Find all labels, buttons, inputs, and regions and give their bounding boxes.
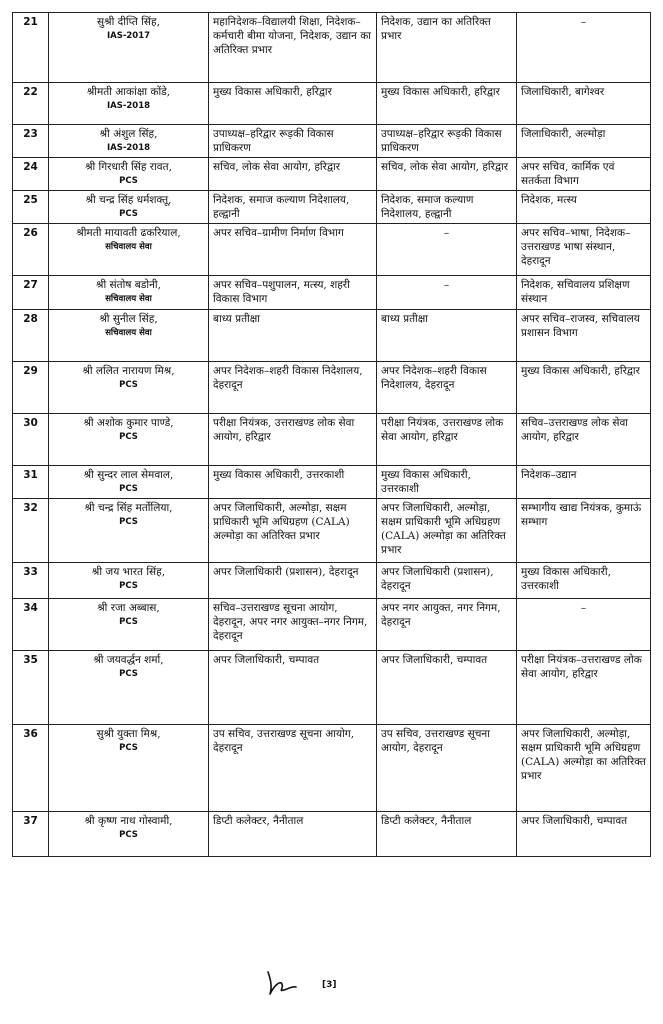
serial-number-cell: 32 xyxy=(13,499,49,563)
new-post-cell: निदेशक, सचिवालय प्रशिक्षण संस्थान xyxy=(517,276,651,310)
officer-cell xyxy=(49,13,209,83)
new-post-cell: – xyxy=(517,599,651,651)
officer-name: श्री जय भारत सिंह, xyxy=(91,566,166,578)
table-row xyxy=(13,466,651,499)
relieved-post-cell: – xyxy=(377,276,517,310)
officer-name: सुश्री युक्ता मिश्र, xyxy=(96,728,161,740)
serial-number-cell: 34 xyxy=(13,599,49,651)
officer-cadre: IAS-2018 xyxy=(106,101,151,111)
new-post-cell: अपर सचिव–भाषा, निदेशक–उत्तराखण्ड भाषा संस्थान, देहरादून xyxy=(517,224,651,276)
officer-name: सुश्री दीप्ति सिंह, xyxy=(97,16,160,28)
serial-number-cell: 24 xyxy=(13,158,49,191)
current-post-cell: अपर सचिव–पशुपालन, मत्स्य, शहरी विकास विभाग xyxy=(209,276,377,310)
officer-cadre: IAS-2017 xyxy=(106,31,151,41)
table-row xyxy=(13,812,651,857)
officer-name: श्रीमती आकांक्षा कोंडे, xyxy=(86,86,171,98)
table-row xyxy=(13,414,651,466)
officer-name: श्री जयवर्द्धन शर्मा, xyxy=(93,654,164,666)
officer-name: श्री सुनील सिंह, xyxy=(99,313,158,325)
officer-cell xyxy=(49,125,209,158)
officer-cell xyxy=(49,599,209,651)
serial-number-cell: 21 xyxy=(13,13,49,83)
relieved-post-cell: मुख्य विकास अधिकारी, उत्तरकाशी xyxy=(377,466,517,499)
officer-cell xyxy=(49,158,209,191)
current-post-cell: सचिव, लोक सेवा आयोग, हरिद्वार xyxy=(209,158,377,191)
officer-cell xyxy=(49,499,209,563)
transfer-table xyxy=(12,12,651,857)
new-post-cell: मुख्य विकास अधिकारी, उत्तरकाशी xyxy=(517,563,651,599)
current-post-cell: महानिदेशक–विद्यालयी शिक्षा, निदेशक–कर्मचारी बीमा योजना, निदेशक, उद्यान का अतिरिक्त प्रभार xyxy=(209,13,377,83)
officer-cadre: IAS-2018 xyxy=(106,143,151,153)
officer-name: श्री अंशुल सिंह, xyxy=(99,128,158,140)
officer-name: श्री सुन्दर लाल सेमवाल, xyxy=(83,469,174,481)
new-post-cell: अपर जिलाधिकारी, अल्मोड़ा, सक्षम प्राधिकारी भूमि अधिग्रहण (CALA) अल्मोड़ा का अतिरिक्त प्रभार xyxy=(517,725,651,812)
officer-cell xyxy=(49,812,209,857)
new-post-cell: सम्भागीय खाद्य नियंत्रक, कुमाऊं सम्भाग xyxy=(517,499,651,563)
officer-cell xyxy=(49,725,209,812)
table-row xyxy=(13,158,651,191)
officer-cadre: PCS xyxy=(119,830,138,840)
serial-number-cell: 25 xyxy=(13,191,49,224)
officer-name: श्री रजा अब्बास, xyxy=(97,602,160,614)
signature-mark xyxy=(262,968,302,998)
officer-name: श्री चन्द्र सिंह मर्तोलिया, xyxy=(84,502,173,514)
new-post-cell: निदेशक, मत्स्य xyxy=(517,191,651,224)
serial-number-cell: 28 xyxy=(13,310,49,362)
officer-cell xyxy=(49,276,209,310)
officer-cadre: सचिवालय सेवा xyxy=(105,242,152,252)
current-post-cell: अपर जिलाधिकारी (प्रशासन), देहरादून xyxy=(209,563,377,599)
table-row xyxy=(13,599,651,651)
relieved-post-cell: डिप्टी कलेक्टर, नैनीताल xyxy=(377,812,517,857)
current-post-cell: अपर जिलाधिकारी, अल्मोड़ा, सक्षम प्राधिकारी भूमि अधिग्रहण (CALA) अल्मोड़ा का अतिरिक्त प्रभार xyxy=(209,499,377,563)
current-post-cell: सचिव–उत्तराखण्ड सूचना आयोग, देहरादून, अपर नगर आयुक्त–नगर निगम, देहरादून xyxy=(209,599,377,651)
serial-number-cell: 31 xyxy=(13,466,49,499)
officer-cadre: सचिवालय सेवा xyxy=(105,328,152,338)
serial-number-cell: 30 xyxy=(13,414,49,466)
page-footer xyxy=(0,972,663,1002)
new-post-cell: जिलाधिकारी, बागेश्वर xyxy=(517,83,651,125)
officer-cadre: PCS xyxy=(119,432,138,442)
table-row xyxy=(13,362,651,414)
serial-number-cell: 23 xyxy=(13,125,49,158)
serial-number-cell: 37 xyxy=(13,812,49,857)
serial-number-cell: 33 xyxy=(13,563,49,599)
table-row xyxy=(13,224,651,276)
serial-number-cell: 26 xyxy=(13,224,49,276)
table-row xyxy=(13,563,651,599)
table-row xyxy=(13,191,651,224)
relieved-post-cell: सचिव, लोक सेवा आयोग, हरिद्वार xyxy=(377,158,517,191)
officer-name: श्री ललित नारायण मिश्र, xyxy=(82,365,175,377)
new-post-cell: अपर सचिव, कार्मिक एवं सतर्कता विभाग xyxy=(517,158,651,191)
officer-cadre: सचिवालय सेवा xyxy=(105,294,152,304)
current-post-cell: मुख्य विकास अधिकारी, उत्तरकाशी xyxy=(209,466,377,499)
relieved-post-cell: अपर जिलाधिकारी (प्रशासन), देहरादून xyxy=(377,563,517,599)
new-post-cell: अपर जिलाधिकारी, चम्पावत xyxy=(517,812,651,857)
relieved-post-cell: अपर जिलाधिकारी, अल्मोड़ा, सक्षम प्राधिकारी भूमि अधिग्रहण (CALA) अल्मोड़ा का अतिरिक्त प्रभार xyxy=(377,499,517,563)
table-row xyxy=(13,125,651,158)
officer-name: श्री चन्द्र सिंह धर्मशक्तू, xyxy=(85,194,172,206)
serial-number-cell: 22 xyxy=(13,83,49,125)
serial-number-cell: 27 xyxy=(13,276,49,310)
serial-number-cell: 35 xyxy=(13,651,49,725)
officer-name: श्रीमती मायावती ढकरियाल, xyxy=(76,227,181,239)
new-post-cell: निदेशक–उद्यान xyxy=(517,466,651,499)
current-post-cell: उप सचिव, उत्तराखण्ड सूचना आयोग, देहरादून xyxy=(209,725,377,812)
officer-name: श्री गिरधारी सिंह रावत, xyxy=(85,161,172,173)
officer-cadre: PCS xyxy=(119,176,138,186)
officer-cell xyxy=(49,362,209,414)
officer-cadre: PCS xyxy=(119,581,138,591)
officer-cell xyxy=(49,651,209,725)
relieved-post-cell: उपाध्यक्ष–हरिद्वार रूड़की विकास प्राधिकरण xyxy=(377,125,517,158)
relieved-post-cell: मुख्य विकास अधिकारी, हरिद्वार xyxy=(377,83,517,125)
table-row xyxy=(13,83,651,125)
current-post-cell: डिप्टी कलेक्टर, नैनीताल xyxy=(209,812,377,857)
current-post-cell: अपर सचिव–ग्रामीण निर्माण विभाग xyxy=(209,224,377,276)
table-row xyxy=(13,276,651,310)
table-row xyxy=(13,499,651,563)
current-post-cell: उपाध्यक्ष–हरिद्वार रूड़की विकास प्राधिकरण xyxy=(209,125,377,158)
officer-cell xyxy=(49,310,209,362)
officer-cadre: PCS xyxy=(119,380,138,390)
page-number: [3] xyxy=(322,980,337,990)
table-body xyxy=(13,13,651,857)
officer-cadre: PCS xyxy=(119,209,138,219)
new-post-cell: जिलाधिकारी, अल्मोड़ा xyxy=(517,125,651,158)
new-post-cell: परीक्षा नियंत्रक–उत्तराखण्ड लोक सेवा आयोग, हरिद्वार xyxy=(517,651,651,725)
officer-name: श्री संतोष बडोनी, xyxy=(96,279,161,291)
table-row xyxy=(13,310,651,362)
new-post-cell: अपर सचिव–राजस्व, सचिवालय प्रशासन विभाग xyxy=(517,310,651,362)
relieved-post-cell: परीक्षा नियंत्रक, उत्तराखण्ड लोक सेवा आयोग, हरिद्वार xyxy=(377,414,517,466)
relieved-post-cell: उप सचिव, उत्तराखण्ड सूचना आयोग, देहरादून xyxy=(377,725,517,812)
new-post-cell: – xyxy=(517,13,651,83)
officer-cadre: PCS xyxy=(119,617,138,627)
new-post-cell: सचिव–उत्तराखण्ड लोक सेवा आयोग, हरिद्वार xyxy=(517,414,651,466)
current-post-cell: बाध्य प्रतीक्षा xyxy=(209,310,377,362)
officer-cell xyxy=(49,563,209,599)
table-row xyxy=(13,725,651,812)
relieved-post-cell: अपर जिलाधिकारी, चम्पावत xyxy=(377,651,517,725)
relieved-post-cell: निदेशक, समाज कल्याण निदेशालय, हल्द्वानी xyxy=(377,191,517,224)
officer-cell xyxy=(49,466,209,499)
officer-cadre: PCS xyxy=(119,669,138,679)
new-post-cell: मुख्य विकास अधिकारी, हरिद्वार xyxy=(517,362,651,414)
officer-cell xyxy=(49,224,209,276)
serial-number-cell: 36 xyxy=(13,725,49,812)
relieved-post-cell: अपर निदेशक–शहरी विकास निदेशालय, देहरादून xyxy=(377,362,517,414)
relieved-post-cell: – xyxy=(377,224,517,276)
table-row xyxy=(13,13,651,83)
officer-name: श्री कृष्ण नाथ गोस्वामी, xyxy=(84,815,173,827)
officer-cadre: PCS xyxy=(119,484,138,494)
officer-cell xyxy=(49,83,209,125)
officer-cell xyxy=(49,414,209,466)
current-post-cell: अपर निदेशक–शहरी विकास निदेशालय, देहरादून xyxy=(209,362,377,414)
current-post-cell: निदेशक, समाज कल्याण निदेशालय, हल्द्वानी xyxy=(209,191,377,224)
table-row xyxy=(13,651,651,725)
relieved-post-cell: निदेशक, उद्यान का अतिरिक्त प्रभार xyxy=(377,13,517,83)
relieved-post-cell: अपर नगर आयुक्त, नगर निगम, देहरादून xyxy=(377,599,517,651)
serial-number-cell: 29 xyxy=(13,362,49,414)
officer-name: श्री अशोक कुमार पाण्डे, xyxy=(83,417,174,429)
current-post-cell: मुख्य विकास अधिकारी, हरिद्वार xyxy=(209,83,377,125)
officer-cadre: PCS xyxy=(119,743,138,753)
relieved-post-cell: बाध्य प्रतीक्षा xyxy=(377,310,517,362)
current-post-cell: परीक्षा नियंत्रक, उत्तराखण्ड लोक सेवा आयोग, हरिद्वार xyxy=(209,414,377,466)
officer-cadre: PCS xyxy=(119,517,138,527)
officer-cell xyxy=(49,191,209,224)
current-post-cell: अपर जिलाधिकारी, चम्पावत xyxy=(209,651,377,725)
